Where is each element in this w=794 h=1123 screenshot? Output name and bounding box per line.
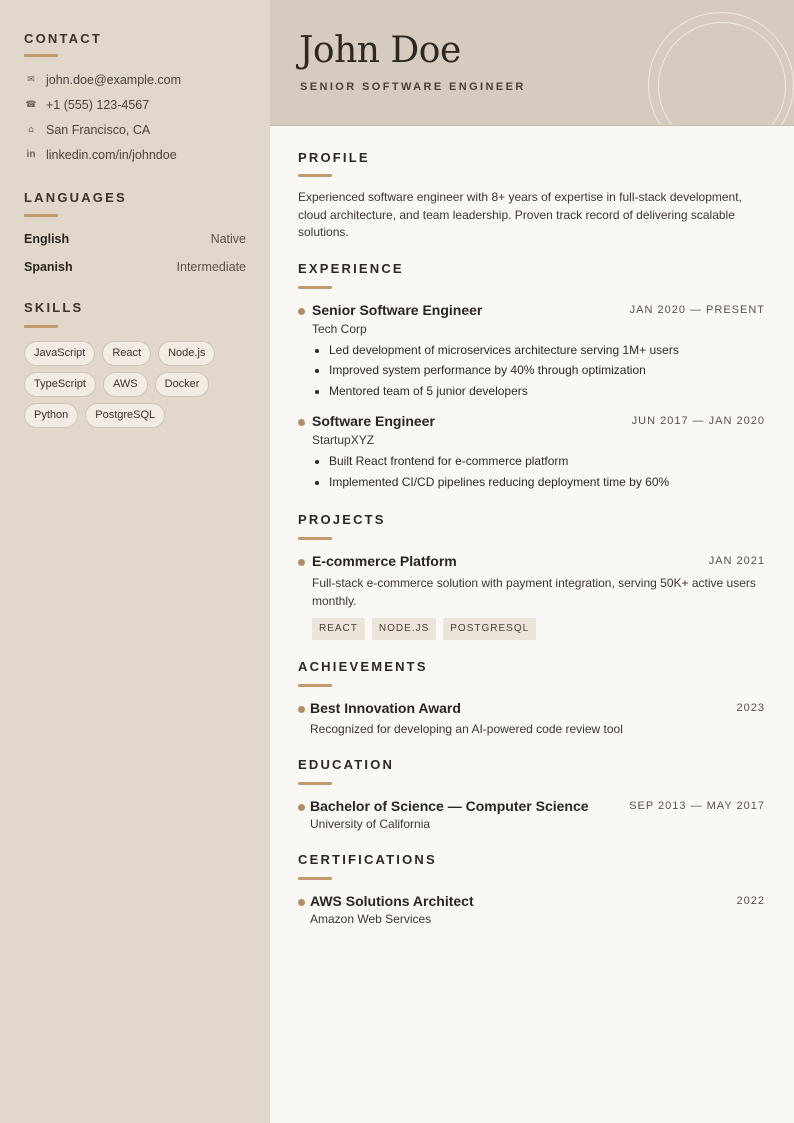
- tech-tag: POSTGRESQL: [443, 618, 536, 640]
- main-content: [298, 126, 765, 926]
- accent-divider: [24, 325, 58, 328]
- entry-title: Bachelor of Science — Computer Science: [310, 798, 589, 814]
- projects-section: [298, 512, 765, 640]
- project-description: Full-stack e-commerce solution with payment integration, serving 50K+ active users monthly.: [312, 576, 756, 608]
- bullet-list: [329, 451, 765, 492]
- language-level: Intermediate: [176, 260, 246, 274]
- section-title: ACHIEVEMENTS: [298, 659, 428, 674]
- accent-divider: [298, 877, 332, 880]
- entry-header: [298, 553, 765, 572]
- entry-date: JUN 2017 — JAN 2020: [631, 415, 765, 427]
- project-item: [298, 553, 765, 640]
- bullet-list: [329, 340, 765, 402]
- language-row: [24, 225, 246, 253]
- envelope-icon: ✉: [27, 74, 35, 85]
- language-name: English: [24, 232, 70, 246]
- company-name: StartupXYZ: [312, 433, 375, 447]
- list-item: • Implemented CI/CD pipelines reducing deployment time by 60%: [329, 472, 765, 493]
- achievement-item: [298, 700, 765, 736]
- entry-title: E-commerce Platform: [312, 553, 457, 569]
- person-name: John Doe: [299, 30, 461, 71]
- contact-email-text: john.doe@example.com: [46, 72, 181, 87]
- school-name: University of California: [310, 817, 431, 831]
- language-name: Spanish: [24, 260, 73, 274]
- entry-date: 2022: [736, 895, 765, 907]
- entry-date: JAN 2020 — PRESENT: [629, 303, 765, 316]
- languages-title: LANGUAGES: [24, 190, 127, 205]
- list-item: • Built React frontend for e-commerce platform: [329, 451, 765, 472]
- contact-linkedin-text: linkedin.com/in/johndoe: [46, 147, 177, 162]
- accent-divider: [298, 537, 332, 540]
- bullet-dot: [298, 804, 305, 811]
- entry-title: AWS Solutions Architect: [310, 893, 474, 909]
- linkedin-icon: in: [26, 149, 36, 160]
- contact-location: [24, 117, 246, 142]
- skill-tag: AWS: [103, 372, 148, 397]
- resume-header: [270, 0, 794, 126]
- language-row: [24, 253, 246, 281]
- section-title: PROFILE: [298, 150, 370, 165]
- skills-list: [24, 341, 224, 428]
- contact-list: [24, 67, 246, 167]
- accent-divider: [298, 286, 332, 289]
- sidebar: [0, 0, 270, 1123]
- profile-text: Experienced software engineer with 8+ years of expertise in full-stack development, cloud architecture, and team leadership. Proven track record of delivering scalable solutions.: [298, 190, 742, 239]
- education-section: [298, 757, 765, 831]
- skill-tag: JavaScript: [24, 341, 95, 366]
- contact-email[interactable]: [24, 67, 246, 92]
- bullet-dot: [298, 419, 305, 426]
- job-title: SENIOR SOFTWARE ENGINEER: [300, 81, 526, 93]
- language-list: [24, 225, 246, 281]
- section-title: PROJECTS: [298, 512, 386, 527]
- entry-header: [298, 798, 765, 817]
- skill-tag: React: [102, 341, 151, 366]
- bullet-dot: [298, 706, 305, 713]
- achievements-section: [298, 659, 765, 736]
- tech-tag: NODE.JS: [372, 618, 436, 640]
- tech-tag: REACT: [312, 618, 365, 640]
- entry-header: [298, 302, 765, 321]
- profile-section: [298, 126, 765, 242]
- entry-title: Best Innovation Award: [310, 700, 461, 716]
- phone-icon: ☎: [25, 99, 37, 110]
- experience-section: [298, 261, 765, 493]
- accent-divider: [298, 684, 332, 687]
- skill-tag: Python: [24, 403, 78, 428]
- contact-title: CONTACT: [24, 31, 102, 46]
- skill-tag: PostgreSQL: [85, 403, 165, 428]
- experience-item: [298, 302, 765, 402]
- achievement-description: Recognized for developing an AI-powered code review tool: [310, 722, 623, 736]
- certifications-section: [298, 852, 765, 926]
- entry-header: [298, 413, 765, 432]
- contact-phone-text: +1 (555) 123-4567: [46, 97, 150, 112]
- home-icon: ⌂: [28, 124, 34, 135]
- skill-tag: Node.js: [158, 341, 215, 366]
- section-title: EXPERIENCE: [298, 260, 404, 276]
- entry-date: SEP 2013 — MAY 2017: [629, 800, 765, 812]
- company-name: Tech Corp: [312, 321, 367, 336]
- entry-title: Senior Software Engineer: [312, 301, 483, 318]
- contact-linkedin[interactable]: [24, 142, 246, 167]
- certification-item: [298, 893, 765, 926]
- section-title: CERTIFICATIONS: [298, 852, 437, 867]
- section-title: EDUCATION: [298, 757, 395, 772]
- experience-item: [298, 413, 765, 492]
- skill-tag: Docker: [155, 372, 210, 397]
- bullet-dot: [298, 559, 305, 566]
- list-item: • Mentored team of 5 junior developers: [329, 381, 765, 402]
- entry-title: Software Engineer: [312, 413, 435, 429]
- bullet-dot: [298, 308, 305, 315]
- accent-divider: [24, 214, 58, 217]
- skills-title: SKILLS: [24, 300, 84, 315]
- contact-location-text: San Francisco, CA: [46, 122, 151, 137]
- entry-header: [298, 700, 765, 719]
- education-item: [298, 798, 765, 831]
- contact-phone[interactable]: [24, 92, 246, 117]
- entry-header: [298, 893, 765, 912]
- accent-divider: [298, 174, 332, 177]
- language-level: Native: [210, 232, 246, 246]
- entry-date: JAN 2021: [708, 555, 765, 567]
- list-item: • Led development of microservices architecture serving 1M+ users: [329, 340, 765, 361]
- accent-divider: [298, 782, 332, 785]
- accent-divider: [24, 54, 58, 57]
- issuer-name: Amazon Web Services: [310, 912, 432, 926]
- list-item: • Improved system performance by 40% through optimization: [329, 360, 765, 381]
- tech-tags: [312, 618, 765, 640]
- skill-tag: TypeScript: [24, 372, 96, 397]
- bullet-dot: [298, 899, 305, 906]
- entry-date: 2023: [736, 702, 765, 714]
